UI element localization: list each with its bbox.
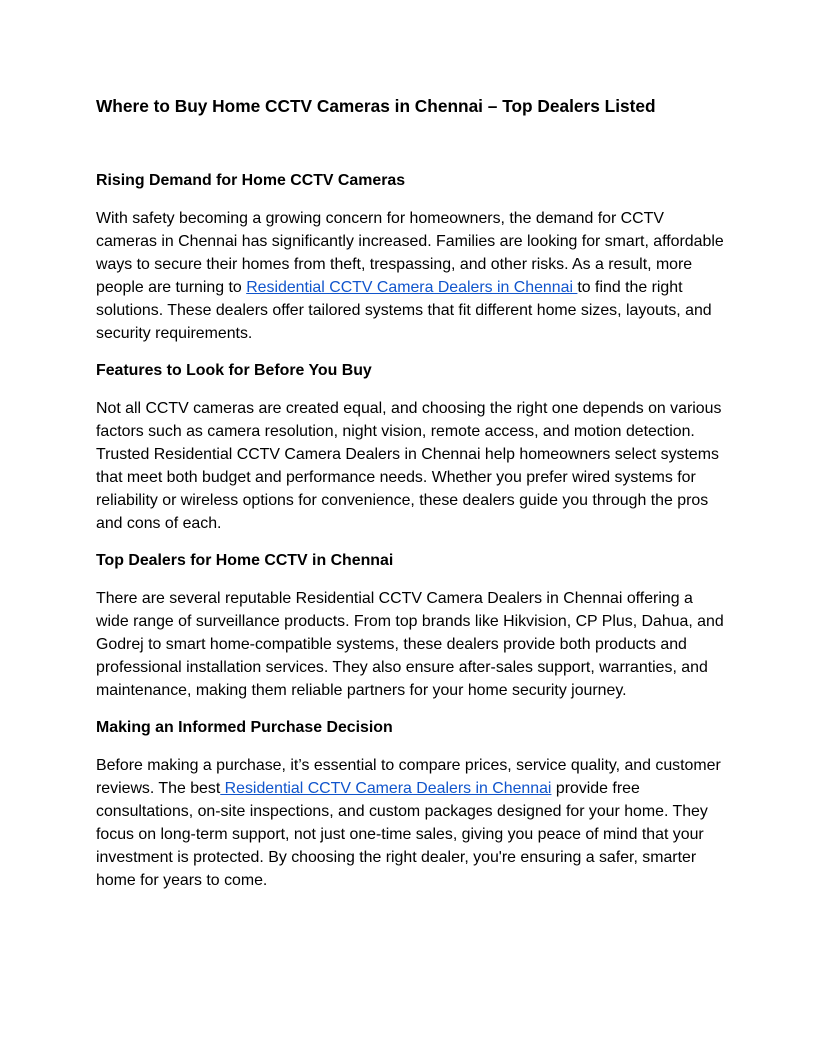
section-paragraph-rising-demand	[96, 207, 726, 345]
paragraph-text: to find the right solutions. These dealers offer tailored systems that fit different home sizes, layouts, and security requirements.	[96, 279, 712, 342]
paragraph-text: Before making a purchase, it’s essential to compare prices, service quality, and customer reviews. The best	[96, 757, 721, 797]
document-page	[96, 94, 726, 892]
document-title: Where to Buy Home CCTV Cameras in Chennai – Top Dealers Listed	[96, 96, 656, 116]
best-residential-cctv-dealers-link[interactable]: Residential CCTV Camera Dealers in Chennai	[220, 780, 552, 797]
section-paragraph-top-dealers: There are several reputable Residential CCTV Camera Dealers in Chennai offering a wide range of surveillance products. From top brands like Hikvision, CP Plus, Dahua, and Godrej to smart home-compatible systems, these dealers provide both products and professional installation services. They also ensure after-sales support, warranties, and maintenance, making them reliable partners for your home security journey.	[96, 590, 724, 699]
section-heading-top-dealers: Top Dealers for Home CCTV in Chennai	[96, 552, 394, 569]
paragraph-text: With safety becoming a growing concern for homeowners, the demand for CCTV cameras in Chennai has significantly increased. Families are looking for smart, affordable ways to secure their homes from theft, trespassing, and other risks. As a result, more people are turning to	[96, 210, 724, 296]
section-heading-rising-demand: Rising Demand for Home CCTV Cameras	[96, 172, 406, 189]
paragraph-text: provide free consultations, on-site inspections, and custom packages designed for your home. They focus on long-term support, not just one-time sales, giving you peace of mind that your investment is protected. By choosing the right dealer, you're ensuring a safer, smarter home for years to come.	[96, 780, 708, 889]
section-paragraph-purchase-decision	[96, 754, 726, 892]
section-paragraph-features: Not all CCTV cameras are created equal, and choosing the right one depends on various factors such as camera resolution, night vision, remote access, and motion detection. Trusted Residential CCTV Camera Dealers in Chennai help homeowners select systems that meet both budget and performance needs. Whether you prefer wired systems for reliability or wireless options for convenience, these dealers guide you through the pros and cons of each.	[96, 400, 722, 532]
residential-cctv-dealers-link[interactable]: Residential CCTV Camera Dealers in Chennai	[246, 279, 578, 296]
section-heading-features: Features to Look for Before You Buy	[96, 362, 372, 379]
section-heading-purchase-decision: Making an Informed Purchase Decision	[96, 719, 393, 736]
